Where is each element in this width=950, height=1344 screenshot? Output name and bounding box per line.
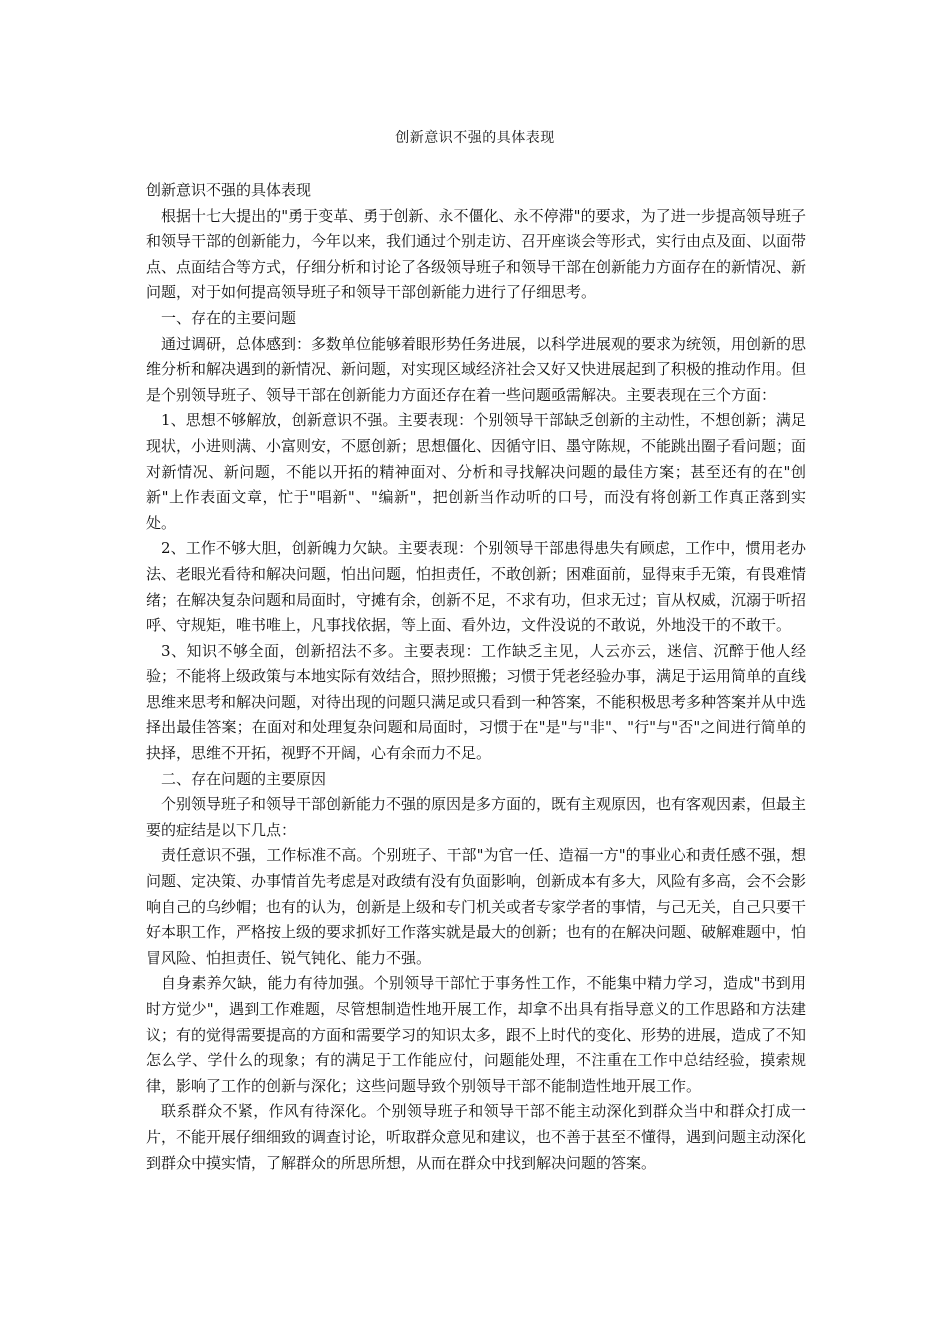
- paragraph: 个别领导班子和领导干部创新能力不强的原因是多方面的，既有主观原因，也有客观因素，但最主要的症结是以下几点：: [146, 795, 807, 839]
- paragraph: 创新意识不强的具体表现: [146, 181, 312, 199]
- document-title: 创新意识不强的具体表现: [395, 130, 555, 146]
- paragraph: 二、存在问题的主要原因: [161, 769, 327, 788]
- paragraph: 根据十七大提出的"勇于变革、勇于创新、永不僵化、永不停滞"的要求，为了进一步提高领导班子和领导干部的创新能力，今年以来，我们通过个别走访、召开座谈会等形式，实行由点及面、以面带点、点面结合等方式，仔细分析和讨论了各级领导班子和领导干部在创新能力方面存在的新情况、新问题，对于如何提高领导班子和领导干部创新能力进行了仔细思考。: [146, 206, 807, 302]
- paragraph: 通过调研，总体感到：多数单位能够着眼形势任务进展，以科学进展观的要求为统领，用创新的思维分析和解决遇到的新情况、新问题，对实现区域经济社会又好又快进展起到了积极的推动作用。但是个别领导班子、领导干部在创新能力方面还存在着一些问题亟需解决。主要表现在三个方面：: [146, 334, 807, 404]
- paragraph: 3、知识不够全面，创新招法不多。主要表现：工作缺乏主见，人云亦云，迷信、沉醉于他人经验；不能将上级政策与本地实际有效结合，照抄照搬；习惯于凭老经验办事，满足于运用简单的直线思维来思考和解决问题，对待出现的问题只满足或只看到一种答案，不能积极思考多种答案并从中选择出最佳答案；在面对和处理复杂问题和局面时，习惯于在"是"与"非"、"行"与"否"之间进行简单的抉择，思维不开拓，视野不开阔，心有余而力不足。: [146, 641, 807, 763]
- paragraph: 自身素养欠缺，能力有待加强。个别领导干部忙于事务性工作，不能集中精力学习，造成"书到用时方觉少"，遇到工作难题，尽管想制造性地开展工作，却拿不出具有指导意义的工作思路和方法建议；有的觉得需要提高的方面和需要学习的知识太多，跟不上时代的变化、形势的进展，造成了不知怎么学、学什么的现象；有的满足于工作能应付，问题能处理，不注重在工作中总结经验，摸索规律，影响了工作的创新与深化；这些问题导致个别领导干部不能制造性地开展工作。: [146, 974, 807, 1095]
- paragraph: 1、思想不够解放，创新意识不强。主要表现：个别领导干部缺乏创新的主动性，不想创新；满足现状，小进则满、小富则安，不愿创新；思想僵化、因循守旧、墨守陈规，不能跳出圈子看问题；面对新情况、新问题，不能以开拓的精神面对、分析和寻找解决问题的最佳方案；甚至还有的在"创新"上作表面文章，忙于"唱新"、"编新"，把创新当作动听的口号，而没有将创新工作真正落到实处。: [146, 411, 807, 532]
- paragraph: 责任意识不强，工作标准不高。个别班子、干部"为官一任、造福一方"的事业心和责任感不强，想问题、定决策、办事情首先考虑是对政绩有没有负面影响，创新成本有多大，风险有多高，会不会影响自己的乌纱帽；也有的认为，创新是上级和专门机关或者专家学者的事情，与己无关，自己只要干好本职工作，严格按上级的要求抓好工作落实就是最大的创新；也有的在解决问题、破解难题中，怕冒风险、怕担责任、锐气钝化、能力不强。: [146, 846, 807, 967]
- paragraph: 联系群众不紧，作风有待深化。个别领导班子和领导干部不能主动深化到群众当中和群众打成一片，不能开展仔细细致的调查讨论，听取群众意见和建议，也不善于甚至不懂得，遇到问题主动深化到群众中摸实情，了解群众的所思所想，从而在群众中找到解决问题的答案。: [146, 1102, 807, 1172]
- document-body: [146, 178, 806, 1176]
- paragraph: 一、存在的主要问题: [161, 308, 297, 327]
- paragraph: 2、工作不够大胆，创新魄力欠缺。主要表现：个别领导干部患得患失有顾虑，工作中，惯用老办法、老眼光看待和解决问题，怕出问题，怕担责任，不敢创新；困难面前，显得束手无策，有畏难情绪；在解决复杂问题和局面时，守摊有余，创新不足，不求有功，但求无过；盲从权威，沉溺于听招呼、守规矩，唯书唯上，凡事找依据，等上面、看外边，文件没说的不敢说，外地没干的不敢干。: [146, 539, 807, 635]
